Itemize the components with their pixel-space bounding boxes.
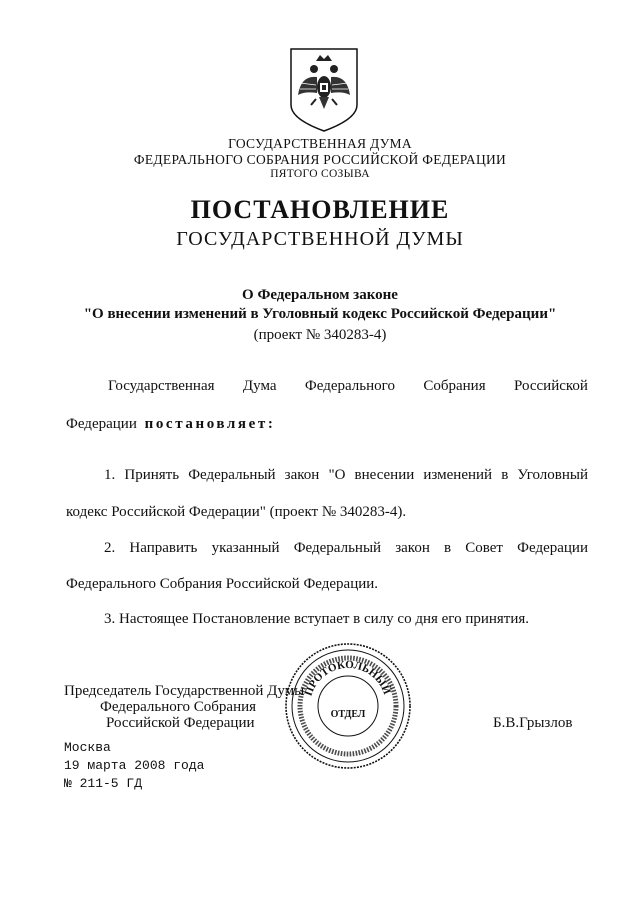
city: Москва	[64, 740, 111, 755]
preamble-word: Собрания	[423, 378, 486, 394]
decree-word: постановляет:	[144, 416, 276, 432]
item-1-line-1: 1. Принять Федеральный закон "О внесении изменений в Уголовный	[104, 467, 588, 483]
org-line-1: ГОСУДАРСТВЕННАЯ ДУМА	[228, 136, 412, 151]
svg-text:ПРОТОКОЛЬНЫЙ	[303, 659, 394, 698]
stamp-center-text: ОТДЕЛ	[330, 709, 366, 720]
item-2-line-2: Федерального Собрания Российской Федерации.	[66, 576, 379, 592]
signatory-title-line-3: Российской Федерации	[106, 715, 255, 731]
document-subtitle: ГОСУДАРСТВЕННОЙ ДУМЫ	[176, 228, 464, 250]
preamble-word: Федерации	[66, 416, 137, 432]
russian-coat-of-arms-icon	[289, 47, 359, 133]
official-stamp	[283, 641, 413, 771]
preamble-line-2	[66, 416, 275, 433]
item-1-line-2: кодекс Российской Федерации" (проект № 340283-4).	[66, 504, 407, 520]
stamp-ring-text: ПРОТОКОЛЬНЫЙ	[302, 658, 393, 698]
signatory-title-line-1: Председатель Государственной Думы	[64, 683, 305, 699]
preamble-line-1	[108, 378, 588, 395]
item-3: 3. Настоящее Постановление вступает в силу со дня его принятия.	[104, 611, 530, 627]
preamble-word: Федерального	[304, 378, 395, 394]
org-line-2: ФЕДЕРАЛЬНОГО СОБРАНИЯ РОССИЙСКОЙ ФЕДЕРАЦИИ	[133, 152, 507, 167]
preamble-word: Дума	[242, 378, 277, 394]
signatory-name: Б.В.Грызлов	[493, 715, 573, 731]
signatory-title-line-2: Федерального Собрания	[100, 699, 257, 715]
document-number: № 211-5 ГД	[64, 776, 143, 791]
date: 19 марта 2008 года	[64, 758, 205, 773]
document-title: ПОСТАНОВЛЕНИЕ	[190, 195, 450, 224]
item-2-line-1: 2. Направить указанный Федеральный закон в Совет Федерации	[104, 540, 588, 556]
law-line-2: "О внесении изменений в Уголовный кодекс Российской Федерации"	[83, 306, 557, 322]
law-draft-number: (проект № 340283-4)	[253, 327, 387, 343]
law-line-1: О Федеральном законе	[242, 287, 398, 303]
preamble-word: Государственная	[108, 378, 215, 394]
preamble-word: Российской	[514, 378, 588, 394]
convocation-line: ПЯТОГО СОЗЫВА	[270, 168, 370, 180]
